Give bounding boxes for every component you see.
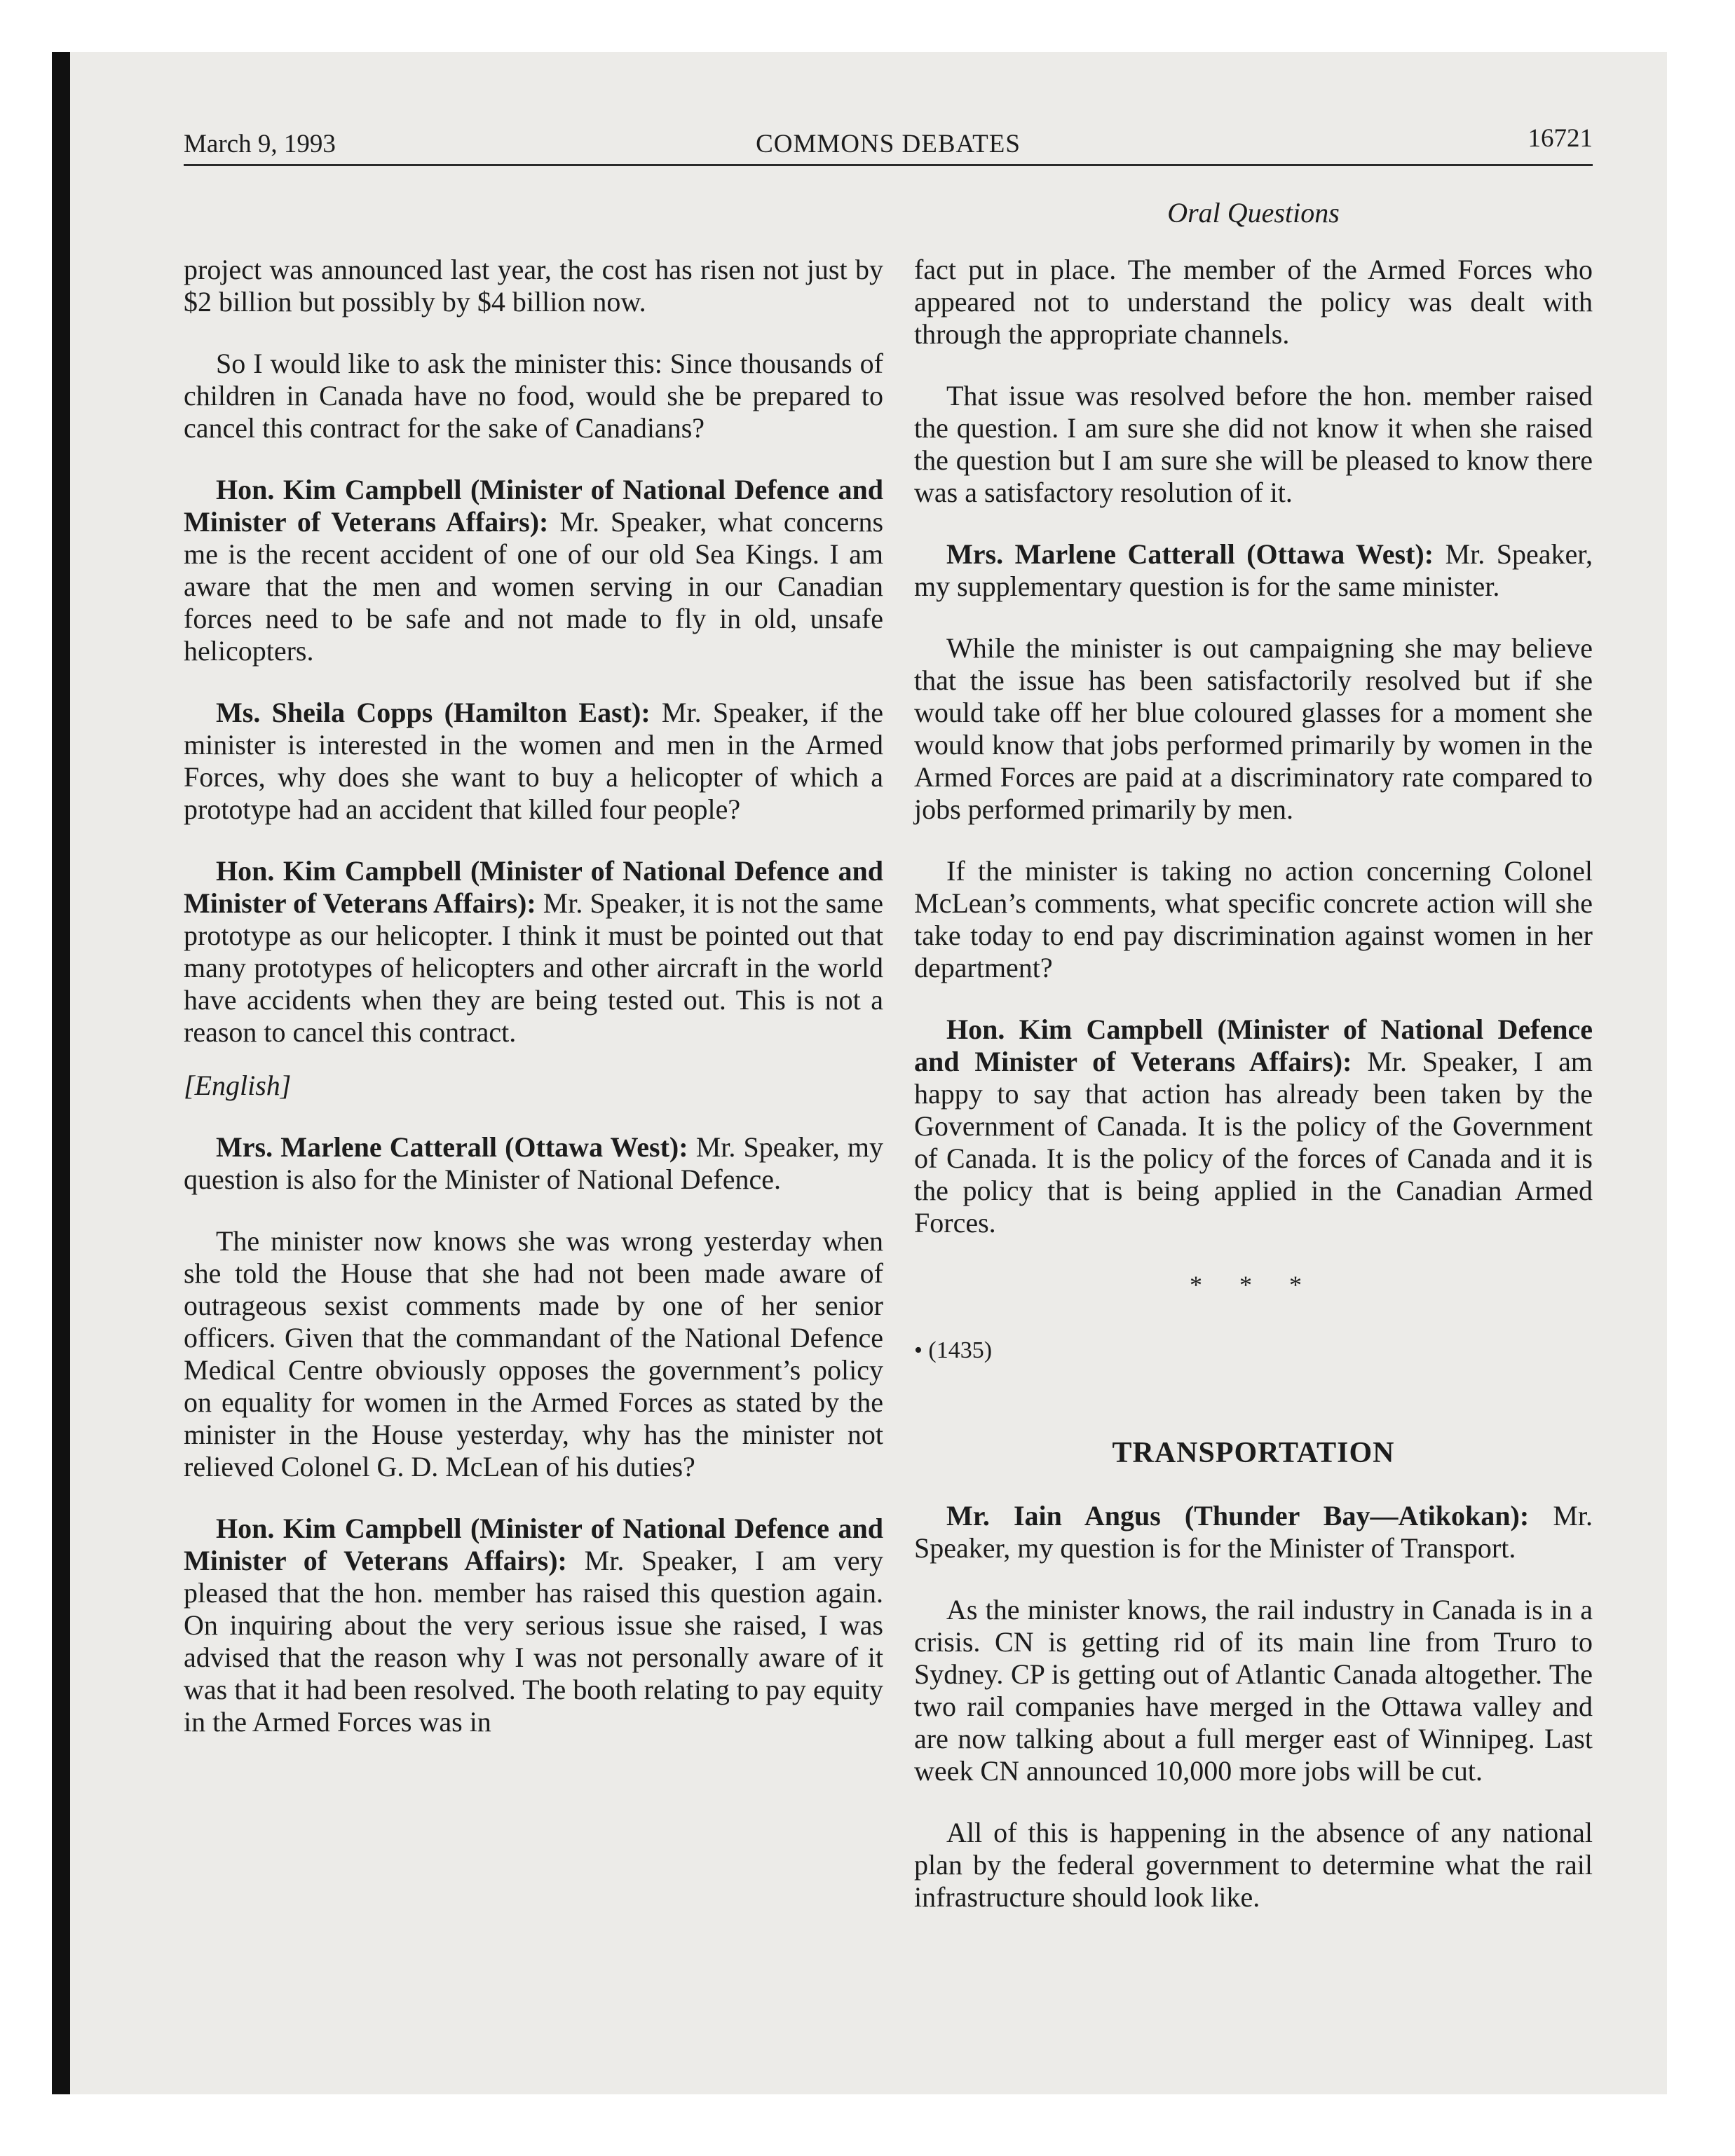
- speech-text: Mr. Speaker, my question is also for the Minister of National Defence.: [184, 1131, 883, 1195]
- speech: [184, 855, 883, 1049]
- paragraph: As the minister knows, the rail industry in Canada is in a crisis. CN is getting rid of its main line from Truro to Sydney. CP is getting out of Atlantic Canada altogether. The two rail companies have merged in the Ottawa valley and are now talking about a full merger east of Winnipeg. Last week CN announced 10,000 more jobs will be cut.: [914, 1594, 1593, 1787]
- binding-edge: [52, 52, 70, 2094]
- speech-text: Mr. Speaker, it is not the same prototype as our helicopter. I think it must be pointed out that many prototypes of helicopters and other aircraft in the world have accidents when they are being tested out. This is not a reason to cancel this contract.: [184, 887, 883, 1048]
- section-separator: * * *: [1190, 1271, 1317, 1299]
- language-marker: [English]: [184, 1070, 292, 1101]
- speaker-name: Hon. Kim Campbell (Minister of National Defence and Minister of Veterans Affairs):: [184, 855, 883, 919]
- speech: [184, 474, 883, 667]
- paragraph: If the minister is taking no action concerning Colonel McLean’s comments, what specific concrete action will she take today to end pay discrimination against women in her department?: [914, 855, 1593, 983]
- speaker-name: Mr. Iain Angus (Thunder Bay—Atikokan):: [946, 1500, 1530, 1531]
- paragraph: While the minister is out campaigning she may believe that the issue has been satisfactorily resolved but if she would take off her blue coloured glasses for a moment she would know that jobs performed primarily by women in the Armed Forces are paid at a discriminatory rate compared to jobs performed primarily by men.: [914, 632, 1593, 825]
- speech-text: Mr. Speaker, my supplementary question is for the same minister.: [914, 538, 1593, 602]
- section-heading: Oral Questions: [1167, 197, 1340, 228]
- speech: [184, 1131, 883, 1196]
- paragraph: All of this is happening in the absence of any national plan by the federal government to determine what the rail infrastructure should look like.: [914, 1817, 1593, 1913]
- page-number: 16721: [1528, 124, 1593, 153]
- right-column: [914, 254, 1593, 1943]
- page-header: [184, 123, 1593, 168]
- speaker-name: Mrs. Marlene Catterall (Ottawa West):: [216, 1131, 688, 1163]
- header-title: COMMONS DEBATES: [756, 130, 1021, 158]
- left-column: [184, 254, 883, 1768]
- speech: [914, 1014, 1593, 1239]
- subject-heading: TRANSPORTATION: [1112, 1437, 1395, 1469]
- speaker-name: Ms. Sheila Copps (Hamilton East):: [216, 697, 651, 728]
- speech: [914, 1500, 1593, 1564]
- paragraph: So I would like to ask the minister this: Since thousands of children in Canada have no food, would she be prepared to cancel this contract for the sake of Canadians?: [184, 348, 883, 444]
- speech: [184, 1513, 883, 1738]
- speaker-name: Hon. Kim Campbell (Minister of National Defence and Minister of Veterans Affairs):: [184, 474, 883, 538]
- timestamp-marker: • (1435): [914, 1337, 993, 1363]
- speech-text: Mr. Speaker, if the minister is interested in the women and men in the Armed Forces, why does she want to buy a helicopter of which a prototype had an accident that killed four people?: [184, 697, 883, 825]
- speech-text: Mr. Speaker, what concerns me is the recent accident of one of our old Sea Kings. I am aware that the men and women serving in our Canadian forces need to be safe and not made to fly in old, unsafe helicopters.: [184, 506, 884, 667]
- speech: [914, 538, 1593, 603]
- header-date: March 9, 1993: [184, 130, 336, 158]
- speaker-name: Hon. Kim Campbell (Minister of National Defence and Minister of Veterans Affairs):: [184, 1513, 883, 1576]
- speaker-name: Mrs. Marlene Catterall (Ottawa West):: [946, 538, 1434, 570]
- speech: [184, 697, 883, 826]
- speech-text: Mr. Speaker, I am happy to say that action has already been taken by the Government of Canada. It is the policy of the Government of Canada. It is the policy of the forces of Canada and it is the policy that is being applied in the Canadian Armed Forces.: [914, 1046, 1593, 1239]
- header-rule: [184, 164, 1593, 166]
- speech-text: Mr. Speaker, my question is for the Minister of Transport.: [914, 1500, 1593, 1564]
- paragraph: project was announced last year, the cost has risen not just by $2 billion but possibly by $4 billion now.: [184, 254, 883, 318]
- speaker-name: Hon. Kim Campbell (Minister of National Defence and Minister of Veterans Affairs):: [914, 1014, 1593, 1077]
- paragraph: That issue was resolved before the hon. member raised the question. I am sure she did not know it when she raised the question but I am sure she will be pleased to know there was a satisfactory resolution of it.: [914, 380, 1593, 508]
- speech-text: Mr. Speaker, I am very pleased that the hon. member has raised this question again. On inquiring about the very serious issue she raised, I was advised that the reason why I was not personally aware of it was that it had been resolved. The booth relating to pay equity in the Armed Forces was in: [184, 1545, 883, 1738]
- paragraph: The minister now knows she was wrong yesterday when she told the House that she had not been made aware of outrageous sexist comments made by one of her senior officers. Given that the commandant of the National Defence Medical Centre obviously opposes the government’s policy on equality for women in the Armed Forces as stated by the minister in the House yesterday, why has the minister not relieved Colonel G. D. McLean of his duties?: [184, 1225, 883, 1482]
- paragraph: fact put in place. The member of the Armed Forces who appeared not to understand the policy was dealt with through the appropriate channels.: [914, 254, 1593, 350]
